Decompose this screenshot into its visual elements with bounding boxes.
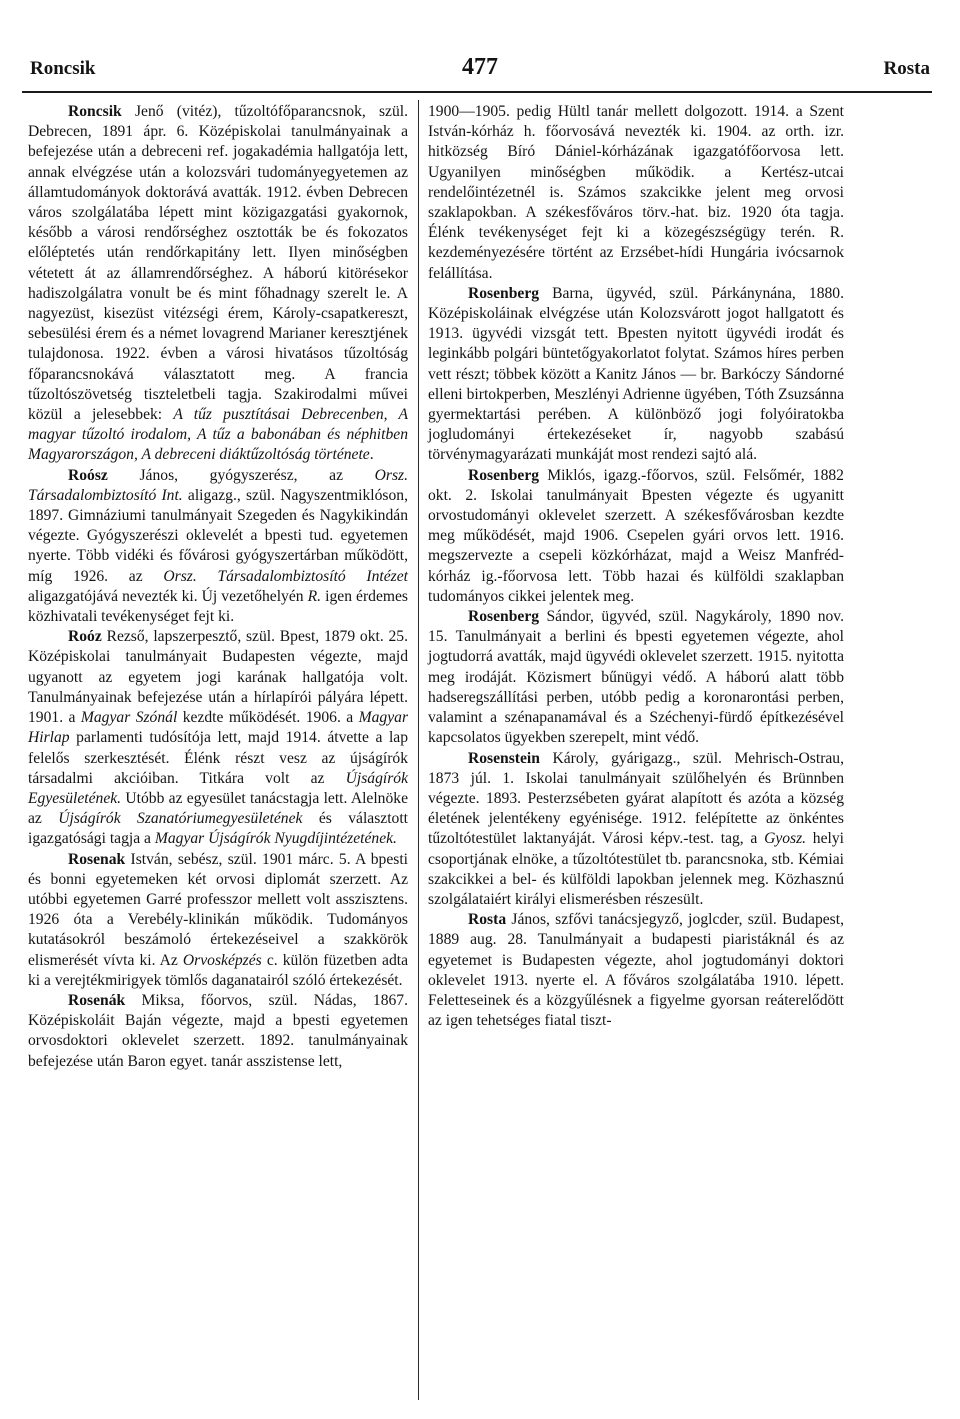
left-column — [28, 102, 408, 1072]
entry-name: Roósz — [68, 466, 108, 484]
entry-name: Rosenberg — [468, 284, 540, 302]
entry-roncsik: Roncsik Jenő (vitéz), tűzoltófőparancsnok, szül. Debrecen, 1891 ápr. 6. Középiskolai tanulmányainak a befejezése után a debreceni ref. jogakadémia hallgatója lett, annak elvégzése után a kolozsvári tudományegyetemen az államtudományok doktorává avatták. 1912. évben Debrecen város szolgálatába lépett mint közigazgatási gyakornok, később a városi rendőrséghez osztották be és fokozatos előléptetés után rendőrkapitány lett. Ilyen minőségben vétetett át az államrendőrséghez. A háború kitörésekor hadiszolgálatra vonult be és mint főhadnagy szerelt le. A nagyezüst, kisezüst vitézségi érem, Károly-csapatkereszt, sebesülési érem és a német lovagrend Marianer keresztjének tulajdonosa. 1922. évben a városi hivatásos tűzoltóság főparancsnokává választatott meg. A francia tűzoltószövetség tiszteletbeli tagja. Szakirodalmi művei közül a jelesebbek: A tűz pusztításai Debrecenben, A magyar tűzoltó irodalom, A tűz a babonában és néphitben Magyarországon, A debreceni diáktűzoltóság története. — [28, 103, 408, 464]
entry-name: Rosenák — [68, 991, 126, 1009]
entry-name: Rosenak — [68, 850, 126, 868]
entry-name: Rosenstein — [468, 749, 540, 767]
header-right-guide-word: Rosta — [883, 58, 930, 79]
entry-name: Rosta — [468, 911, 507, 929]
entry-rosenak-istvan: Rosenak István, sebész, szül. 1901 márc. 5. A bpesti és bonni egyetemeken két orvosi diplomát szerzett. Az utóbbi egyetemen Garré professzor mellett volt asszisztens. 1926 óta a Verebély-klinikán működik. Tudományos kutatásokról beszámoló értekezéseivel a szakkörök elismerését vívta ki. Az Orvosképzés c. külön füzetben adta ki a verejtékmirigyek tömlős daganatairól szóló értekezését. — [28, 850, 408, 989]
entry-name: Roóz — [68, 628, 102, 646]
entry-rosenberg-sandor: Rosenberg Sándor, ügyvéd, szül. Nagykároly, 1890 nov. 15. Tanulmányait a berlini és bpesti egyetemen végezte, ahol jogtudorrá avatták, majd ügyvédi oklevelet szerzett. 1915. nyitotta meg irodáját. Közismert bűnügyi védő. A háború alatt több hadseregszállítási perben, utóbb pedig a koronarontási perben, valamint a szénapanamával és a Széchenyi-fürdő építkezésével kapcsolatos ügyekben szerepelt, mint védő. — [428, 608, 844, 747]
header-left-guide-word: Roncsik — [30, 58, 96, 79]
entry-name: Roncsik — [68, 103, 122, 120]
entry-rosenberg-miklos: Rosenberg Miklós, igazg.-főorvos, szül. Felsőmér, 1882 okt. 2. Iskolai tanulmányait Bpesten végezte és ugyanitt orvostudományi oklevelet szerzett. A székesfővárosban kezdte meg működését, majd 1906. Csepelen gyári orvos lett. 1916. megszervezte a csepeli közkórházat, majd a Weisz Manfréd-kórház ig.-főorvosa lett. Több hazai és külföldi szaklapban tudományos cikkei jelentek meg. — [428, 466, 844, 605]
page-number: 477 — [462, 54, 498, 80]
entry-rosta: Rosta János, szfővi tanácsjegyző, joglcder, szül. Budapest, 1889 aug. 28. Tanulmányait a budapesti piaristáknál és az egyetemet is Budapesten végezte, ahol jogtudományi doktori oklevelet 1913. nyerte el. A főváros szolgálatába 1910. lépett. Feletteseinek és a közgyűlésnek a figyelme gyorsan reáterelődött az igen tehetséges fiatal tiszt- — [428, 911, 844, 1030]
column-divider — [418, 100, 419, 1400]
header-rule — [22, 91, 932, 93]
running-header — [30, 54, 930, 88]
entry-rosenak-miksa: Rosenák Miksa, főorvos, szül. Nádas, 1867. Középiskoláit Baján végezte, majd a bpesti egyetemen orvosdoktori oklevelet szerzett. 1892. tanulmányainak befejezése után Baron egyet. tanár asszistense lett, — [28, 991, 408, 1070]
entry-rooz: Roóz Rezső, lapszerpesztő, szül. Bpest, 1879 okt. 25. Középiskolai tanulmányait Budapesten végezte, majd ugyanott az egyetem jogi karának hallgatója volt. Tanulmányainak befejezése után a hírlapírói pályára lépett. 1901. a Magyar Szónál kezdte működését. 1906. a Magyar Hirlap parlamenti tudósítója lett, majd 1914. átvette a lap felelős szerkesztését. Élénk részt vesz az újságírók társadalmi akcióiban. Titkára volt az Újságírók Egyesületének. Utóbb az egyesület tanácstagja lett. Alelnöke az Újságírók Szanatóriumegyesületének és választott igazgatósági tagja a Magyar Újságírók Nyugdíjintézetének. — [28, 628, 409, 848]
entry-rosenak-continued: 1900—1905. pedig Hültl tanár mellett dolgozott. 1914. a Szent István-kórház h. főorvosává nevezték ki. 1904. az orth. izr. hitközség Bíró Dániel-kórházának igazgatófőorvosa lett. Ugyanilyen minőségben működik. a Kertész-utcai rendelőintézetnél is. Számos szakcikke jelent meg orvosi szaklapokban. A székesfőváros törv.-hat. biz. 1920 óta tagja. Élénk tevékenységet fejt ki a közegészségügy terén. R. kezdeményezésére történt az Erzsébet-hídi Hungária ivócsarnok felállítása. — [428, 103, 844, 282]
right-column — [428, 102, 844, 1031]
entry-name: Rosenberg — [468, 466, 540, 484]
entry-roosz: Roósz János, gyógyszerész, az Orsz. Társadalombiztosító Int. aligazg., szül. Nagyszentmiklóson, 1897. Gimnáziumi tanulmányait Szegeden és Nagykikindán végezte. Gyógyszerészi oklevelét a bpesti tud. egyetemen nyerte. Több vidéki és fővárosi gyógyszertárban működött, míg 1926. az Orsz. Társadalombiztosító Intézet aligazgatójává nevezték ki. Új vezetőhelyén R. igen érdemes közhivatali tevékenységet fejt ki. — [28, 466, 408, 626]
entry-name: Rosenberg — [468, 608, 540, 626]
entry-rosenstein: Rosenstein Károly, gyárigazg., szül. Mehrisch-Ostrau, 1873 júl. 1. Iskolai tanulmányait szülőhelyén és Brünnben végezte. 1893. Pesterzsébeten gyárat alapított és azóta a község életének jelentékeny egyénisége. 1912. felépítette az önkéntes tűzoltótestület laktanyáját. Városi képv.-test. tag, a Gyosz. helyi csoportjának elnöke, a tűzoltótestület tb. parancsnoka, stb. Kémiai szakcikkei a bel- és külföldi lapokban jelennek meg. Közhasznú szolgálataiért királyi elismerésben részesült. — [428, 749, 844, 908]
entry-rosenberg-barna: Rosenberg Barna, ügyvéd, szül. Párkánynána, 1880. Középiskoláinak elvégzése után Kolozsvárott jogot hallgatott és 1913. ügyvédi vizsgát tett. Bpesten nyitott ügyvédi irodát és leginkább polgári büntetőgyakorlatot folytat. Számos híres perben vett részt; többek között a Kanitz János — br. Barkóczy Sándorné elleni birtokperben, Meszlényi Adrienne ügyében, Tóth Zsuzsánna gyermektartási perében. A különböző jogi folyóiratokba jogludományi értekezéseket ír, nagyobb szabású törvénymagyarázati munkáját most rendezi sajtó alá. — [428, 284, 844, 464]
